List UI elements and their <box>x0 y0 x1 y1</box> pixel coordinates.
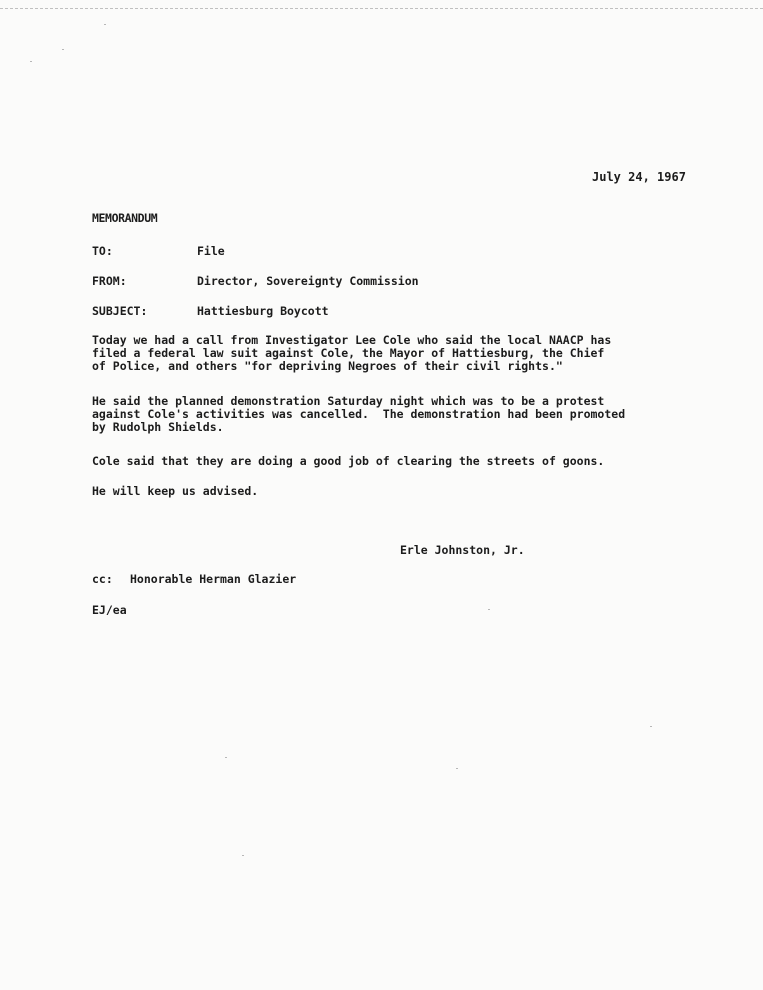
paper-speck <box>225 757 227 758</box>
paper-speck <box>62 49 64 50</box>
memo-heading: MEMORANDUM <box>92 211 158 225</box>
paper-speck <box>242 855 244 856</box>
body-line: He said the planned demonstration Saturday night which was to be a protest <box>92 394 605 408</box>
cc-label: cc: <box>92 572 113 586</box>
from-label: FROM: <box>92 274 127 288</box>
paper-speck <box>650 726 652 727</box>
body-line: Today we had a call from Investigator Lee Cole who said the local NAACP has <box>92 333 612 347</box>
signature: Erle Johnston, Jr. <box>400 543 525 557</box>
paper-speck <box>456 768 458 769</box>
subject-value: Hattiesburg Boycott <box>197 304 329 318</box>
subject-label: SUBJECT: <box>92 304 148 318</box>
cc-recipient: Honorable Herman Glazier <box>130 572 297 586</box>
body-line: against Cole's activities was cancelled. The demonstration had been promoted <box>92 407 626 421</box>
body-paragraph <box>92 395 625 434</box>
body-line: by Rudolph Shields. <box>92 420 224 434</box>
to-label: TO: <box>92 244 113 258</box>
body-line: He will keep us advised. <box>92 484 259 498</box>
to-value: File <box>197 244 225 258</box>
body-paragraph <box>92 334 611 373</box>
body-paragraph <box>92 455 604 468</box>
paper-speck <box>488 609 490 610</box>
body-paragraph <box>92 485 258 498</box>
body-line: filed a federal law suit against Cole, the Mayor of Hattiesburg, the Chief <box>92 346 605 360</box>
from-value: Director, Sovereignty Commission <box>197 274 419 288</box>
memo-date: July 24, 1967 <box>592 170 686 184</box>
body-line: Cole said that they are doing a good job of clearing the streets of goons. <box>92 454 605 468</box>
body-line: of Police, and others "for depriving Negroes of their civil rights." <box>92 359 563 373</box>
page-top-edge <box>0 0 763 9</box>
paper-speck <box>30 61 32 62</box>
typist-initials: EJ/ea <box>92 603 127 617</box>
paper-speck <box>104 24 106 25</box>
